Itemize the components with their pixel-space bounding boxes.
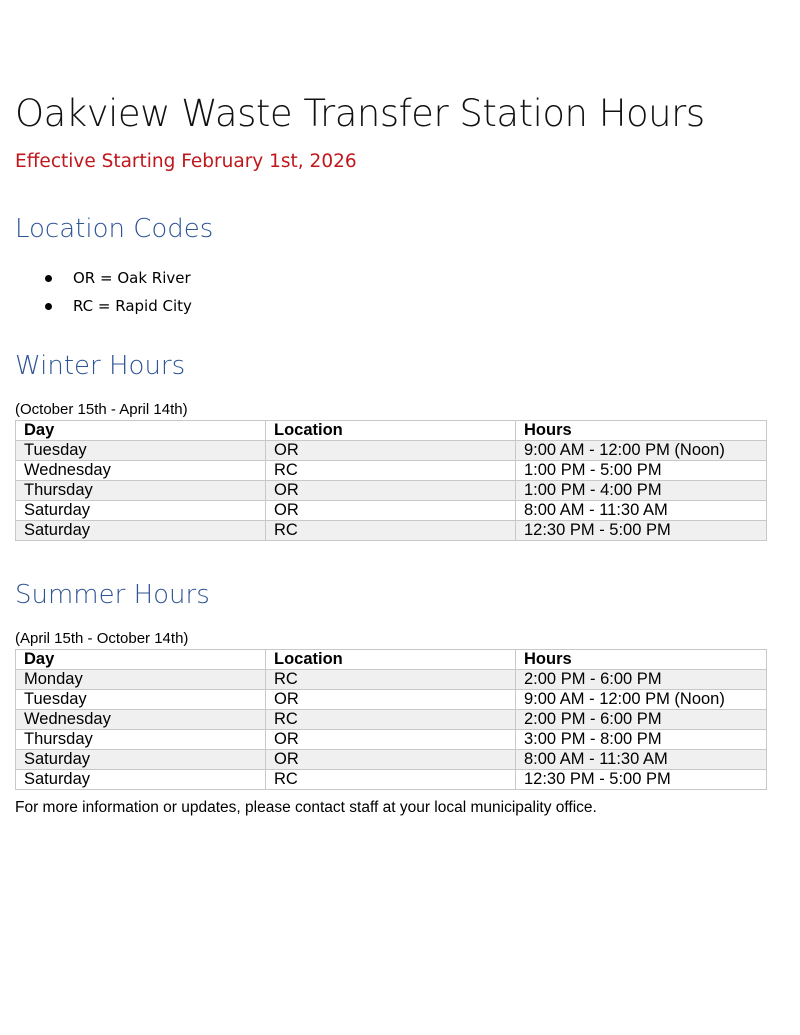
- bullet-icon: [45, 275, 52, 282]
- list-item: [40, 264, 192, 292]
- table-row: [16, 481, 767, 501]
- table-row: [16, 670, 767, 690]
- table-row: [16, 461, 767, 481]
- hours-cell: 8:00 AM - 11:30 AM: [516, 750, 767, 770]
- hours-cell: 9:00 AM - 12:00 PM (Noon): [516, 690, 767, 710]
- column-header-hours: Hours: [516, 421, 767, 441]
- effective-date: Effective Starting February 1st, 2026: [15, 151, 357, 172]
- location-codes-heading: Location Codes: [15, 214, 214, 244]
- day-cell: Saturday: [16, 501, 266, 521]
- hours-cell: 2:00 PM - 6:00 PM: [516, 670, 767, 690]
- day-cell: Wednesday: [16, 461, 266, 481]
- hours-cell: 1:00 PM - 4:00 PM: [516, 481, 767, 501]
- day-cell: Saturday: [16, 750, 266, 770]
- location-cell: OR: [266, 501, 516, 521]
- hours-cell: 12:30 PM - 5:00 PM: [516, 770, 767, 790]
- column-header-hours: Hours: [516, 650, 767, 670]
- location-cell: RC: [266, 770, 516, 790]
- location-cell: RC: [266, 710, 516, 730]
- column-header-day: Day: [16, 421, 266, 441]
- location-cell: OR: [266, 441, 516, 461]
- day-cell: Tuesday: [16, 690, 266, 710]
- page-title: Oakview Waste Transfer Station Hours: [15, 92, 705, 135]
- winter-hours-heading: Winter Hours: [15, 351, 186, 381]
- hours-cell: 2:00 PM - 6:00 PM: [516, 710, 767, 730]
- bullet-icon: [45, 303, 52, 310]
- contact-note: For more information or updates, please contact staff at your local municipality office.: [15, 799, 597, 816]
- day-cell: Thursday: [16, 730, 266, 750]
- hours-cell: 12:30 PM - 5:00 PM: [516, 521, 767, 541]
- location-code-label: OR = Oak River: [73, 269, 191, 287]
- table-row: [16, 521, 767, 541]
- location-cell: RC: [266, 670, 516, 690]
- winter-hours-table: [15, 420, 767, 541]
- summer-hours-table: [15, 649, 767, 790]
- table-header-row: [16, 421, 767, 441]
- table-row: [16, 770, 767, 790]
- hours-cell: 9:00 AM - 12:00 PM (Noon): [516, 441, 767, 461]
- location-cell: RC: [266, 521, 516, 541]
- list-item: [40, 292, 192, 320]
- table-row: [16, 710, 767, 730]
- table-row: [16, 441, 767, 461]
- location-cell: OR: [266, 730, 516, 750]
- table-row: [16, 750, 767, 770]
- table-header-row: [16, 650, 767, 670]
- location-cell: RC: [266, 461, 516, 481]
- day-cell: Saturday: [16, 770, 266, 790]
- table-row: [16, 690, 767, 710]
- day-cell: Tuesday: [16, 441, 266, 461]
- hours-cell: 3:00 PM - 8:00 PM: [516, 730, 767, 750]
- location-cell: OR: [266, 690, 516, 710]
- location-cell: OR: [266, 750, 516, 770]
- winter-date-range: (October 15th - April 14th): [15, 401, 188, 418]
- table-row: [16, 501, 767, 521]
- column-header-location: Location: [266, 421, 516, 441]
- column-header-location: Location: [266, 650, 516, 670]
- hours-cell: 1:00 PM - 5:00 PM: [516, 461, 767, 481]
- day-cell: Monday: [16, 670, 266, 690]
- column-header-day: Day: [16, 650, 266, 670]
- day-cell: Thursday: [16, 481, 266, 501]
- summer-hours-heading: Summer Hours: [15, 580, 210, 610]
- location-cell: OR: [266, 481, 516, 501]
- summer-date-range: (April 15th - October 14th): [15, 630, 189, 647]
- location-code-label: RC = Rapid City: [73, 297, 192, 315]
- location-codes-list: [40, 264, 192, 320]
- day-cell: Saturday: [16, 521, 266, 541]
- hours-cell: 8:00 AM - 11:30 AM: [516, 501, 767, 521]
- day-cell: Wednesday: [16, 710, 266, 730]
- table-row: [16, 730, 767, 750]
